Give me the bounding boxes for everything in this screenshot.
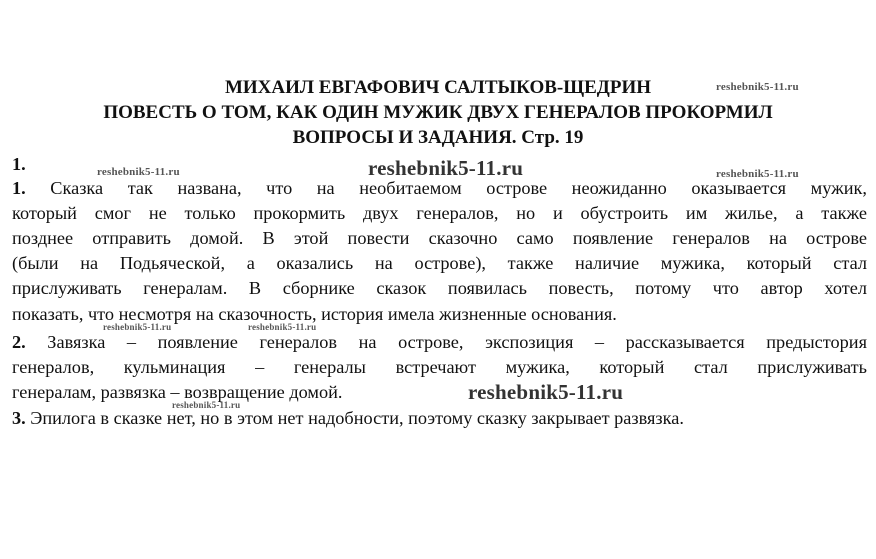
work-title: ПОВЕСТЬ О ТОМ, КАК ОДИН МУЖИК ДВУХ ГЕНЕРАЛОВ ПРОКОРМИЛ (103, 102, 773, 123)
answer-1-number: 1. (12, 178, 26, 198)
task-number: 1. (12, 154, 26, 174)
watermark: reshebnik5-11.ru (248, 322, 317, 332)
answer-1-line-5: прислуживать генералам. В сборнике сказок появилась повесть, потому что автор хотел (12, 278, 867, 298)
answer-3-number: 3. (12, 408, 26, 428)
answer-2-number: 2. (12, 332, 26, 352)
watermark: reshebnik5-11.ru (97, 166, 180, 178)
answer-2-line-3: генералам, развязка – возвращение домой. (12, 382, 343, 402)
answer-1-line-3: позднее отправить домой. В этой повести сказочно само появление генералов на острове (12, 228, 867, 248)
answer-3-line-1: 3. Эпилога в сказке нет, но в этом нет надобности, поэтому сказку закрывает развязка. (12, 408, 684, 428)
watermark: reshebnik5-11.ru (716, 168, 799, 180)
answer-1-line-2: который смог не только прокормить двух генералов, но и обустроить им жилье, а также (12, 203, 867, 223)
section-heading: ВОПРОСЫ И ЗАДАНИЯ. Стр. 19 (292, 127, 584, 148)
answer-2-line-1: 2. Завязка – появление генералов на острове, экспозиция – рассказывается предыстория (12, 332, 867, 352)
watermark: reshebnik5-11.ru (172, 400, 241, 410)
answer-1-line-1: 1. Сказка так названа, что на необитаемом острове неожиданно оказывается мужик, (12, 178, 867, 198)
watermark: reshebnik5-11.ru (468, 380, 624, 404)
watermark: reshebnik5-11.ru (716, 81, 799, 93)
watermark: reshebnik5-11.ru (368, 156, 524, 180)
author-heading: МИХАИЛ ЕВГАФОВИЧ САЛТЫКОВ-ЩЕДРИН (224, 77, 652, 98)
answer-2-line-2: генералов, кульминация – генералы встречают мужика, который стал прислуживать (12, 357, 867, 377)
answer-1-line-6: показать, что несмотря на сказочность, история имела жизненные основания. (12, 304, 617, 324)
watermark: reshebnik5-11.ru (103, 322, 172, 332)
answer-1-line-4: (были на Подьяческой, а оказались на острове), также наличие мужика, который стал (12, 253, 867, 273)
